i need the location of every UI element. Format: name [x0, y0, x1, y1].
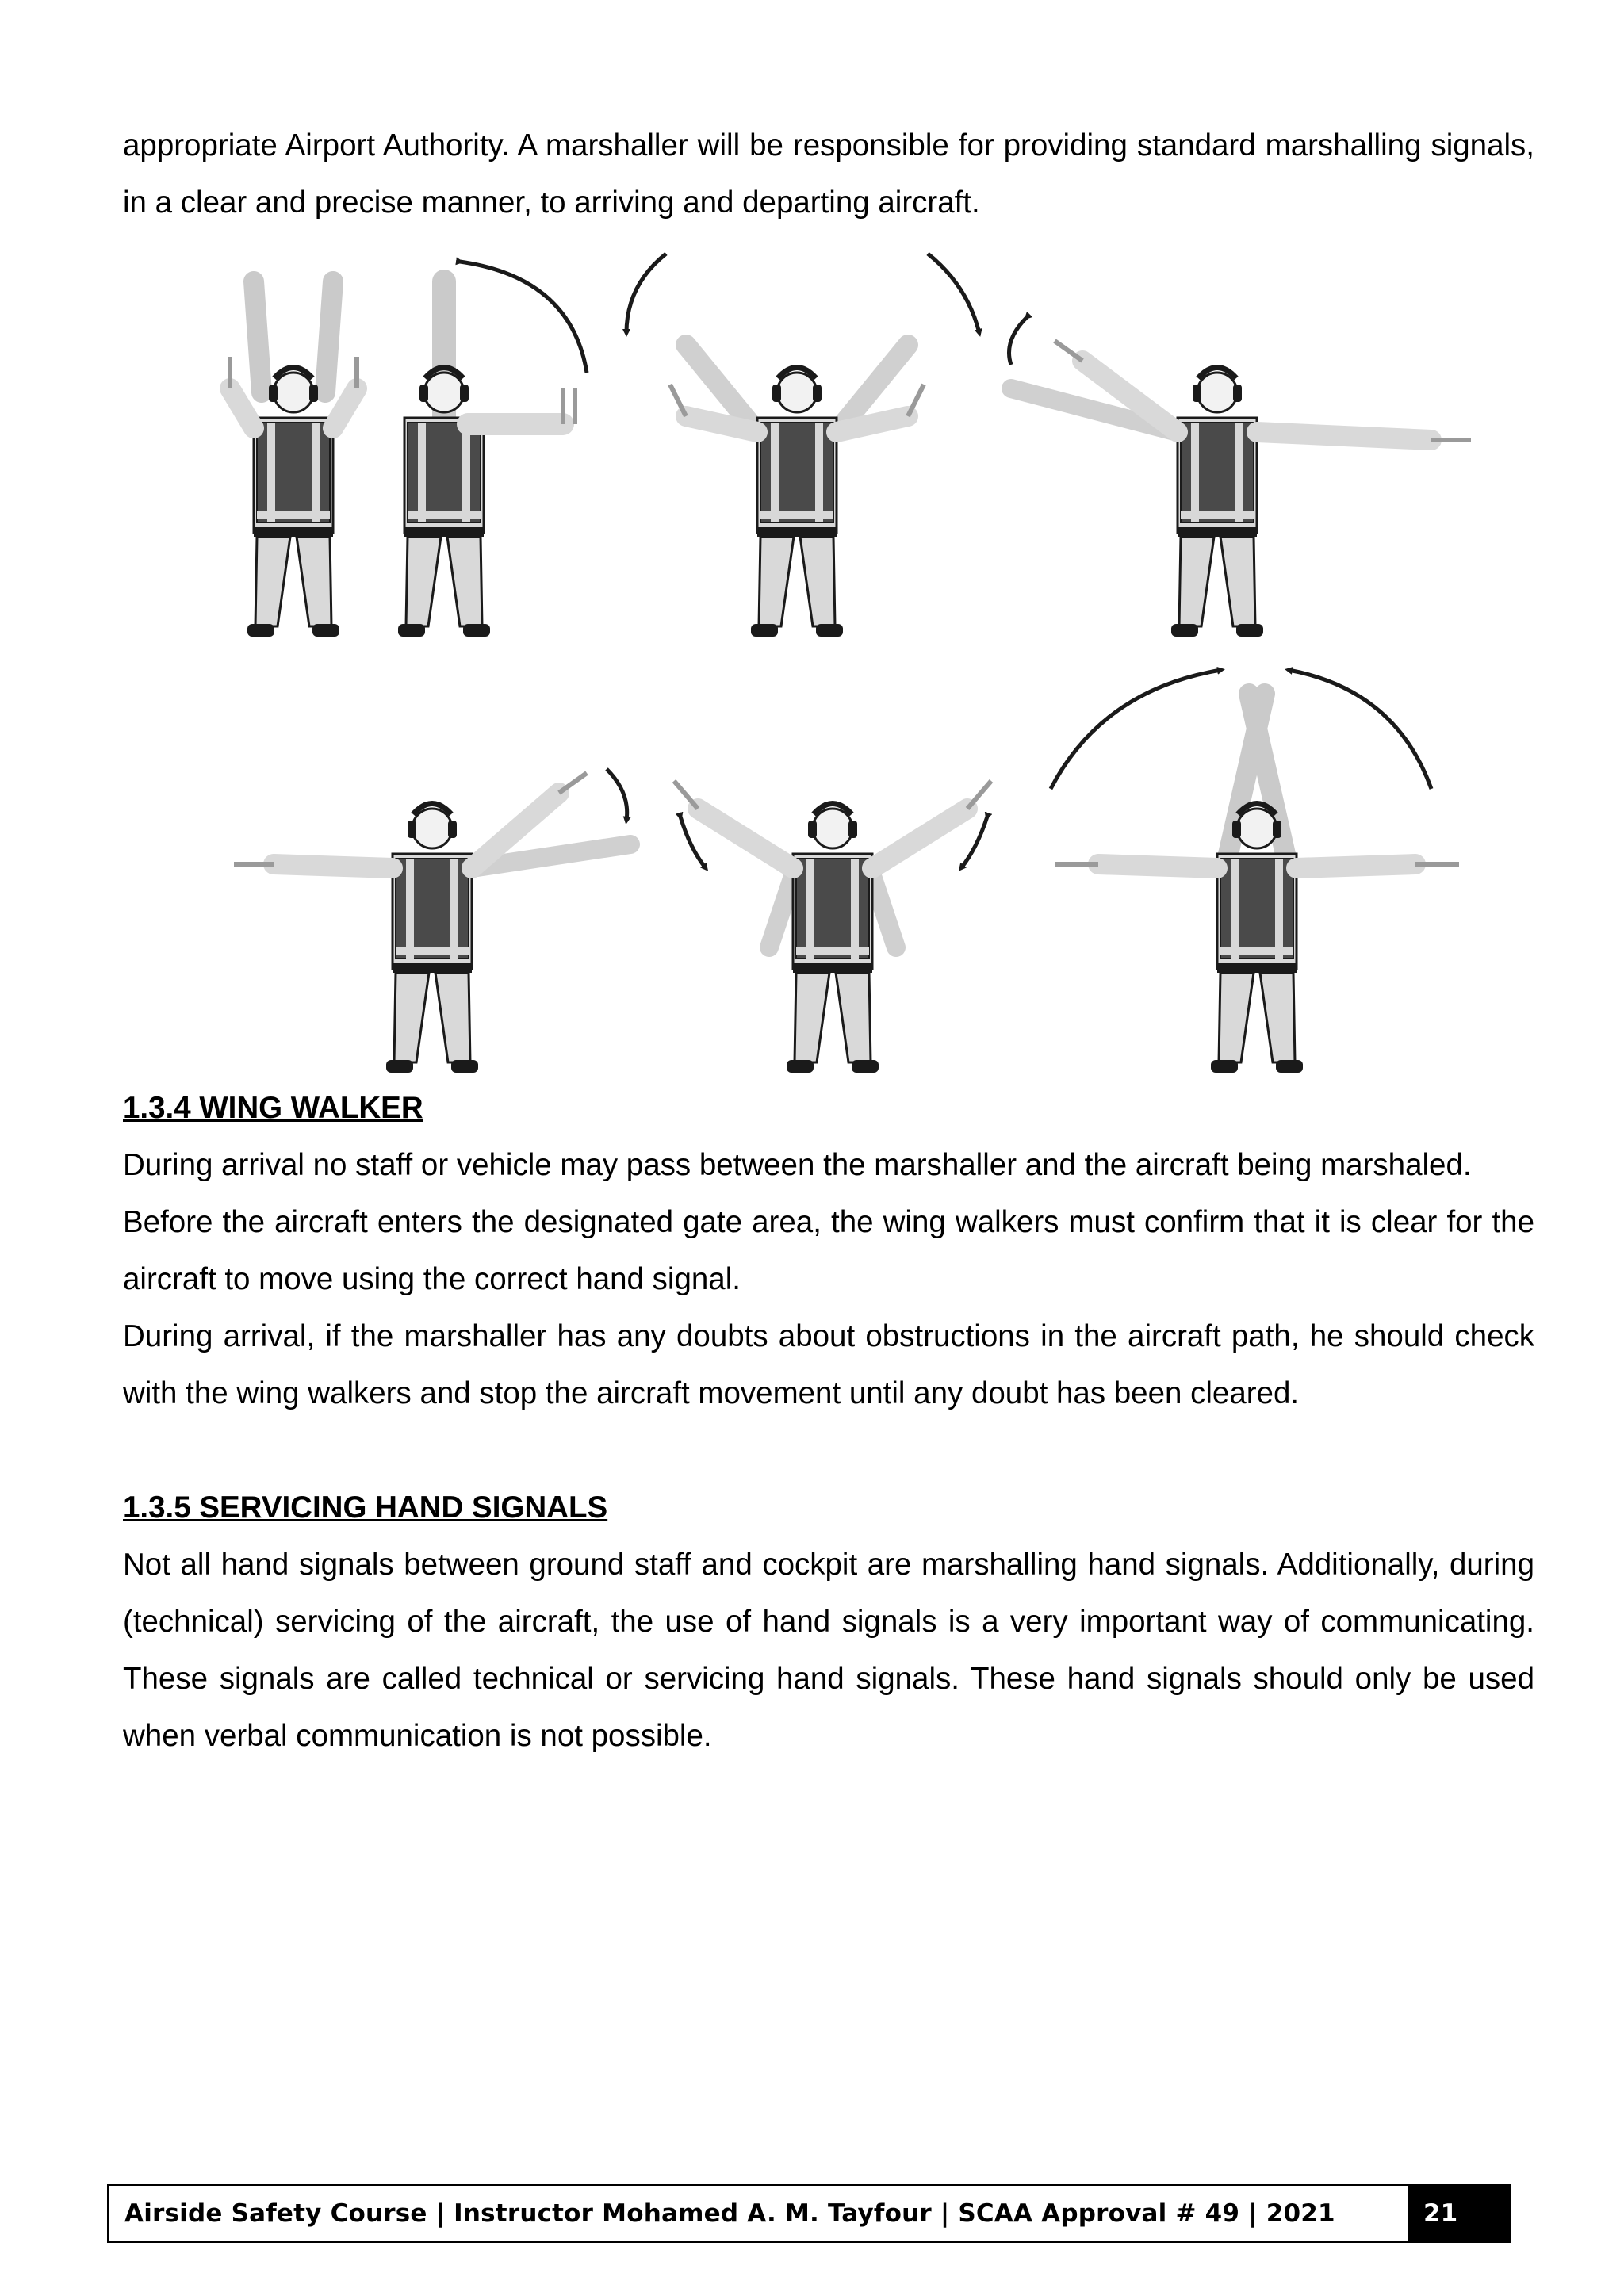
- curved-arrow-icon: [961, 817, 987, 868]
- curved-arrow-icon: [680, 817, 706, 868]
- marshaller-figure-icon: [230, 281, 357, 637]
- page-number: 21: [1408, 2186, 1509, 2241]
- intro-paragraph: appropriate Airport Authority. A marshaller will be responsible for providing standard marshalling signals, in a clear and precise manner, to arriving and departing aircraft.: [123, 128, 1534, 220]
- marshaller-figure-icon: [674, 781, 991, 1073]
- curved-arrow-icon: [1289, 670, 1431, 789]
- marshaller-figure-icon: [1055, 694, 1459, 1073]
- curved-arrow-icon: [460, 262, 587, 373]
- marshaller-figure-icon: [670, 345, 924, 637]
- servicing-heading: 1.3.5 SERVICING HAND SIGNALS: [123, 1490, 608, 1525]
- curved-arrow-icon: [1009, 317, 1028, 365]
- wing-walker-heading: 1.3.4 WING WALKER: [123, 1091, 423, 1125]
- wing-walker-paragraph: Before the aircraft enters the designated gate area, the wing walkers must confirm that it is clear for the aircraft to move using the correct hand signal.: [123, 1205, 1534, 1296]
- page-footer: [107, 2184, 1511, 2243]
- marshaller-figure-icon: [234, 773, 630, 1073]
- curved-arrow-icon: [1051, 670, 1221, 789]
- wing-walker-section: [123, 1080, 1534, 1422]
- wing-walker-paragraph: During arrival, if the marshaller has any doubts about obstructions in the aircraft path, he should check with the wing walkers and stop the aircraft movement until any doubt has been cleared.: [123, 1319, 1534, 1410]
- marshaller-figure-icon: [398, 281, 575, 637]
- marshalling-signals-figure: [0, 0, 1624, 1094]
- wing-walker-paragraph: During arrival no staff or vehicle may pass between the marshaller and the aircraft being marshaled.: [123, 1148, 1472, 1182]
- curved-arrow-icon: [626, 254, 666, 333]
- curved-arrow-icon: [928, 254, 979, 333]
- footer-course-info: Airside Safety Course | Instructor Mohamed A. M. Tayfour | SCAA Approval # 49 | 2021: [124, 2199, 1335, 2228]
- servicing-hand-signals-section: [123, 1479, 1534, 1765]
- curved-arrow-icon: [607, 769, 627, 821]
- marshaller-figure-icon: [1011, 341, 1471, 637]
- servicing-paragraph: Not all hand signals between ground staff and cockpit are marshalling hand signals. Additionally, during (technical) servicing of the aircraft, the use of hand signals is a very important way of communicating. These signals are called technical or servicing hand signals. These hand signals should only be used when verbal communication is not possible.: [123, 1548, 1534, 1753]
